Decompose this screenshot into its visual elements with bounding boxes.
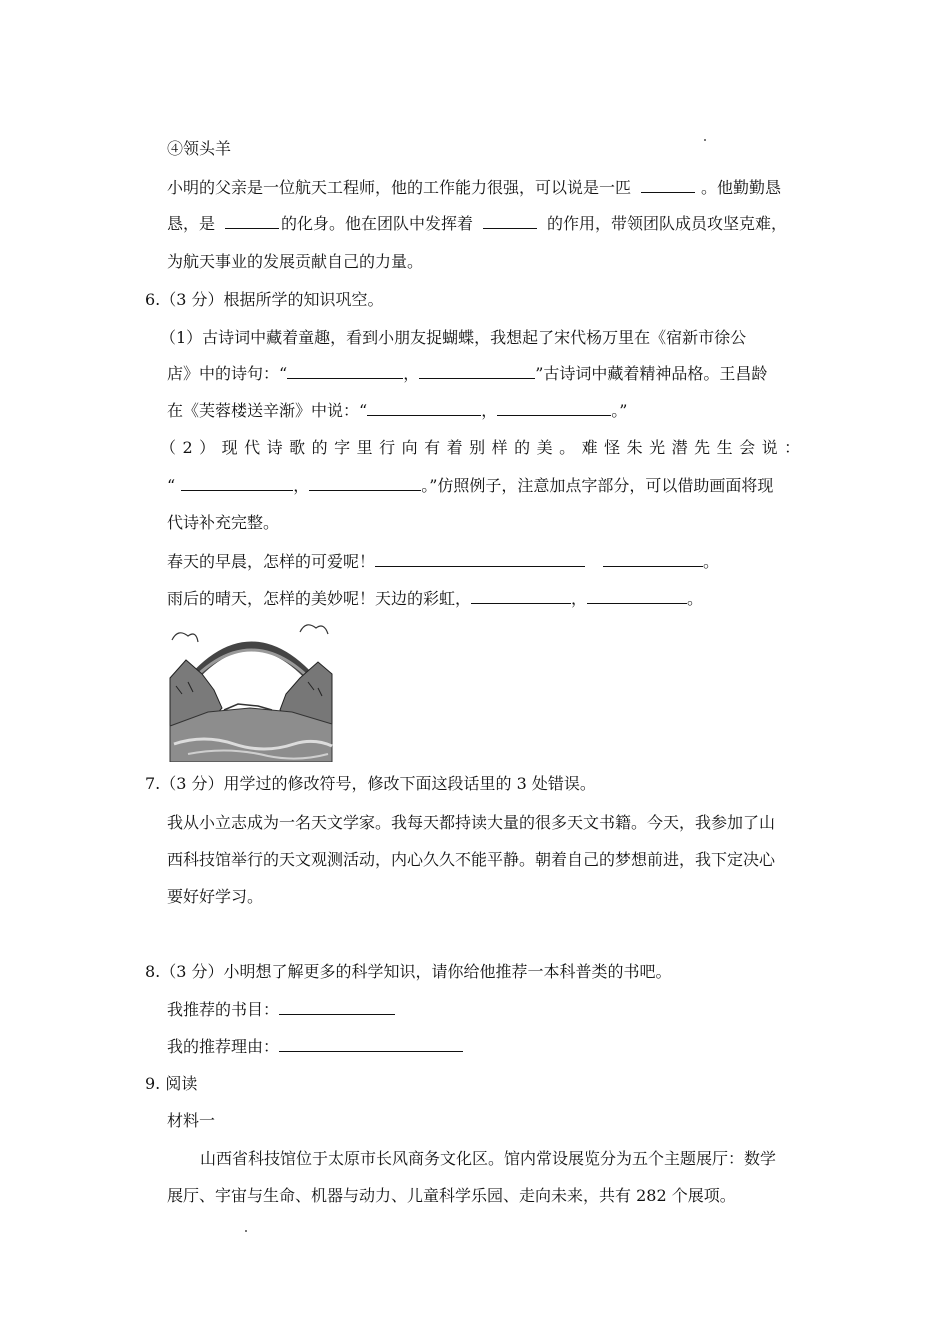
paragraph-line — [167, 178, 781, 198]
q6-part2-line: 代诗补充完整。 — [167, 513, 280, 532]
q6-part2-line — [167, 476, 773, 496]
fill-blank[interactable] — [497, 401, 611, 416]
q6-part1-line — [167, 364, 767, 384]
q8-book-label: 我推荐的书目： — [167, 1000, 280, 1019]
material-label: 材料一 — [167, 1111, 216, 1130]
q6-text: 。”仿照例子，注意加点字部分，可以借助画面将现 — [421, 476, 774, 495]
fill-blank[interactable] — [603, 552, 703, 567]
q6-text: ， — [293, 476, 310, 495]
q7-text-line: 西科技馆举行的天文观测活动，内心久久不能平静。朝着自己的梦想前进，我下定决心 — [167, 850, 776, 869]
fill-blank[interactable] — [309, 476, 421, 491]
fill-blank[interactable] — [483, 214, 537, 229]
fill-blank[interactable] — [471, 589, 571, 604]
paragraph-text: 。他勤勤恳 — [701, 178, 782, 197]
paragraph-line: 为航天事业的发展贡献自己的力量。 — [167, 252, 424, 271]
q6-text: ”古诗词中藏着精神品格。王昌龄 — [535, 364, 768, 383]
q7-text-line: 我从小立志成为一名天文学家。我每天都持读大量的很多天文书籍。今天，我参加了山 — [167, 813, 776, 832]
option-item-4: ④领头羊 — [167, 139, 232, 158]
fill-blank[interactable] — [587, 589, 687, 604]
fill-blank[interactable] — [375, 552, 585, 567]
question-8-header: 8.（3 分）小明想了解更多的科学知识，请你给他推荐一本科普类的书吧。 — [145, 962, 672, 981]
q6-text: 在《芙蓉楼送辛渐》中说：“ — [167, 401, 368, 420]
q8-reason-row — [167, 1037, 463, 1057]
q6-text: 。 — [687, 589, 704, 608]
q6-example-2 — [167, 589, 703, 609]
q6-text: 。 — [703, 552, 720, 571]
q9-text-line: 山西省科技馆位于太原市长风商务文化区。馆内常设展览分为五个主题展厅：数学 — [200, 1149, 777, 1168]
q6-text: ， — [571, 589, 588, 608]
speck-mark — [704, 139, 706, 141]
paragraph-text: 的化身。他在团队中发挥着 — [281, 214, 474, 233]
q6-example-1 — [167, 552, 719, 572]
question-7-header: 7.（3 分）用学过的修改符号，修改下面这段话里的 3 处错误。 — [145, 774, 596, 793]
q6-part2-line: （2）现代诗歌的字里行向有着别样的美。难怪朱光潜先生会说： — [160, 438, 807, 457]
fill-blank[interactable] — [287, 364, 403, 379]
q6-text: “ — [167, 476, 176, 495]
q7-text-line: 要好好学习。 — [167, 887, 264, 906]
q6-text: 店》中的诗句：“ — [167, 364, 288, 383]
q8-reason-label: 我的推荐理由： — [167, 1037, 280, 1056]
q9-text-line: 展厅、宇宙与生命、机器与动力、儿童科学乐园、走向未来，共有 282 个展项。 — [167, 1186, 736, 1205]
paragraph-text: 的作用，带领团队成员攻坚克难， — [547, 214, 788, 233]
q6-text: 春天的早晨，怎样的可爱呢！ — [167, 552, 376, 571]
question-9-header: 9. 阅读 — [145, 1074, 198, 1093]
q6-text: 。” — [611, 401, 628, 420]
fill-blank[interactable] — [367, 401, 481, 416]
q8-book-row — [167, 1000, 395, 1020]
q6-text: ， — [481, 401, 498, 420]
q6-part1-line: （1）古诗词中藏着童趣，看到小朋友捉蝴蝶，我想起了宋代杨万里在《宿新市徐公 — [160, 328, 747, 347]
fill-blank[interactable] — [181, 476, 293, 491]
paragraph-line — [167, 214, 787, 234]
fill-blank[interactable] — [641, 178, 695, 193]
fill-blank[interactable] — [225, 214, 279, 229]
book-title-blank[interactable] — [279, 1000, 395, 1015]
paragraph-text: 恳，是 — [167, 214, 216, 233]
question-6-header: 6.（3 分）根据所学的知识巩空。 — [145, 290, 384, 309]
q6-part1-line — [167, 401, 627, 421]
reason-blank[interactable] — [279, 1037, 463, 1052]
rainbow-illustration — [168, 616, 334, 762]
paragraph-text: 小明的父亲是一位航天工程师，他的工作能力很强，可以说是一匹 — [167, 178, 632, 197]
q6-text: 雨后的晴天，怎样的美妙呢！天边的彩虹， — [167, 589, 472, 608]
q6-text: ， — [403, 364, 420, 383]
fill-blank[interactable] — [419, 364, 535, 379]
speck-mark — [245, 1230, 247, 1232]
